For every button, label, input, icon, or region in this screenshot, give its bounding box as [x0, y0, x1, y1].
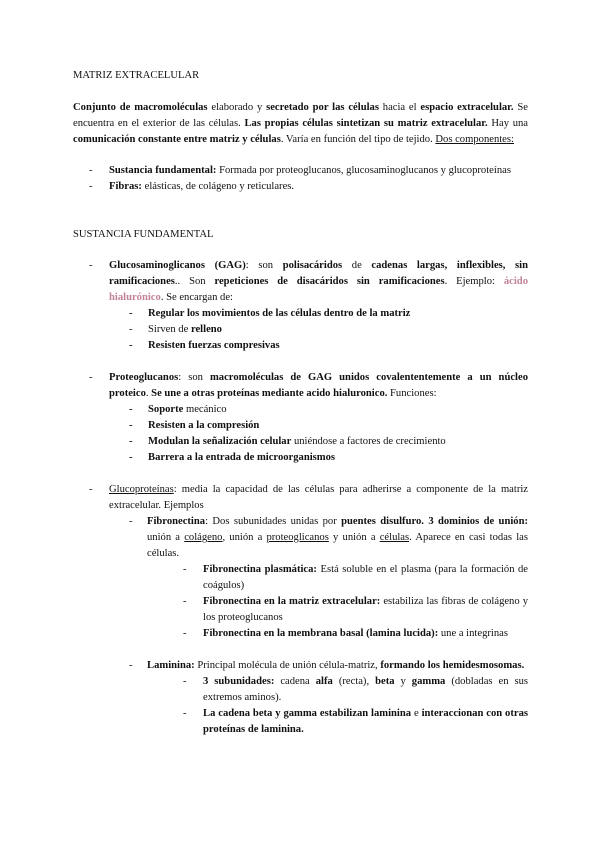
item-bold: La cadena beta y gamma estabilizan laminina	[203, 708, 412, 719]
list-item	[109, 306, 528, 322]
laminina-item	[109, 658, 528, 738]
item-bold: puentes disulfuro.	[341, 516, 424, 527]
item-bold: relleno	[190, 324, 222, 335]
item-underlined: colágeno	[184, 532, 223, 543]
section-title-matriz: MATRIZ EXTRACELULAR	[73, 70, 200, 81]
intro-text: elaborado y	[207, 102, 267, 113]
spacer	[109, 642, 528, 658]
item-bold: Laminina:	[147, 660, 195, 671]
item-underlined: proteoglicanos	[266, 532, 329, 543]
item-text: elásticas, de colágeno y reticulares.	[141, 181, 295, 192]
intro-paragraph	[73, 100, 528, 148]
item-text: : son	[245, 260, 283, 271]
item-bold: Glucosaminoglicanos (GAG)	[109, 260, 246, 271]
proteoglucanos-item	[73, 370, 528, 466]
intro-text: Se encuentra en el exterior de las células.	[73, 102, 528, 129]
item-text: e	[411, 708, 422, 719]
list-item	[109, 338, 528, 354]
item-bold: beta	[375, 676, 395, 687]
proteo-sublist	[109, 402, 528, 466]
item-text: , unión a	[222, 532, 267, 543]
item-text: (dobladas en sus extremos aminos).	[203, 676, 529, 703]
item-text: mecánico	[183, 404, 227, 415]
list-item	[147, 706, 528, 738]
item-text: une a integrinas	[438, 628, 508, 639]
intro-bold: comunicación constante entre matriz y células	[73, 134, 281, 145]
item-bold: 3 subunidades:	[203, 676, 275, 687]
fibronectina-sublist	[147, 562, 528, 642]
document-page	[73, 68, 528, 738]
item-text: : media la capacidad de las células para adherirse a componente de la matriz extracelular. Ejemplos	[109, 484, 528, 511]
item-bold: Se une a otras proteínas mediante acido hialuronico.	[151, 388, 388, 399]
item-bold: Proteoglucanos	[109, 372, 179, 383]
item-bold: Fibras:	[109, 181, 142, 192]
intro-bold: espacio extracelular.	[420, 102, 514, 113]
item-text: y unión a	[328, 532, 380, 543]
item-bold: interaccionan con otras proteínas de laminina.	[203, 708, 528, 735]
item-bold: repeticiones de disacáridos sin ramificaciones	[214, 276, 445, 287]
item-bold: Regular los movimientos de las células dentro de la matriz	[148, 308, 411, 319]
item-bold: Fibronectina en la membrana basal (lamina lucida):	[203, 628, 439, 639]
laminina-sublist	[147, 674, 528, 738]
list-item	[147, 594, 528, 626]
item-text: Funciones:	[387, 388, 437, 399]
list-item	[147, 674, 528, 706]
list-item	[147, 562, 528, 594]
item-text: unión a	[147, 532, 185, 543]
intro-bold: Conjunto de macromoléculas	[73, 102, 208, 113]
item-text: cadena	[274, 676, 316, 687]
intro-text: hacia el	[378, 102, 421, 113]
item-text: . Aparece en casi todas las células.	[147, 532, 528, 559]
list-item	[109, 418, 528, 434]
item-bold: Resisten fuerzas compresivas	[148, 340, 280, 351]
intro-text: . Varía en función del tipo de tejido.	[280, 134, 436, 145]
item-text: . Ejemplo:	[444, 276, 504, 287]
intro-underlined: Dos componentes:	[435, 134, 514, 145]
item-text: (recta),	[332, 676, 376, 687]
item-bold: Fibronectina en la matriz extracelular:	[203, 596, 381, 607]
item-bold: Resisten a la compresión	[148, 420, 260, 431]
list-item	[109, 322, 528, 338]
item-text: estabiliza las fibras de colágeno y los proteoglucanos	[203, 596, 528, 623]
section-title-sustancia: SUSTANCIA FUNDAMENTAL	[73, 229, 214, 240]
gluco-sublist	[109, 514, 528, 738]
item-bold: alfa	[315, 676, 333, 687]
item-text: : Dos subunidades unidas por	[205, 516, 342, 527]
item-text: y	[394, 676, 412, 687]
list-item	[147, 626, 528, 642]
list-item	[109, 450, 528, 466]
item-text: .. Son	[174, 276, 215, 287]
fibronectina-item	[109, 514, 528, 642]
item-text: Sirven de	[148, 324, 191, 335]
list-item	[73, 163, 528, 179]
item-bold: 3 dominios de unión:	[428, 516, 528, 527]
spacer	[73, 354, 528, 370]
list-item	[73, 179, 528, 195]
item-bold: Soporte	[148, 404, 184, 415]
item-text: de	[342, 260, 372, 271]
highlight-term: ácido hialurónico	[109, 276, 528, 303]
item-bold: Sustancia fundamental:	[109, 165, 217, 176]
item-underlined: células	[379, 532, 410, 543]
list-item	[109, 434, 528, 450]
intro-bold: Las propias células sintetizan su matriz extracelular.	[244, 118, 488, 129]
item-bold: cadenas largas, inflexibles, sin ramificaciones	[109, 260, 529, 287]
item-text: Formada por proteoglucanos, glucosaminoglucanos y glucoproteínas	[216, 165, 511, 176]
item-text: Está soluble en el plasma (para la formación de coágulos)	[203, 564, 529, 591]
gag-item	[73, 258, 528, 354]
glucoproteinas-item	[73, 482, 528, 738]
intro-bold: secretado por las células	[266, 102, 379, 113]
item-bold: polisacáridos	[282, 260, 343, 271]
item-bold: Modulan la señalización celular	[148, 436, 292, 447]
item-bold: Fibronectina plasmática:	[203, 564, 317, 575]
spacer	[73, 466, 528, 482]
item-text: . Se encargan de:	[160, 292, 233, 303]
item-bold: formando los hemidesmosomas.	[380, 660, 525, 671]
components-list	[73, 163, 528, 195]
intro-text: Hay una	[487, 118, 529, 129]
item-bold: macromoléculas de GAG unidos covalententemente a un núcleo proteico	[109, 372, 528, 399]
item-text: .	[145, 388, 152, 399]
item-bold: Barrera a la entrada de microorganismos	[148, 452, 336, 463]
item-text: Principal molécula de unión célula-matriz,	[194, 660, 381, 671]
item-text: : son	[178, 372, 210, 383]
item-underlined: Glucoproteínas	[109, 484, 174, 495]
sustancia-list	[73, 258, 528, 738]
gag-sublist	[109, 306, 528, 354]
list-item	[109, 402, 528, 418]
item-text: uniéndose a factores de crecimiento	[291, 436, 446, 447]
item-bold: Fibronectina	[147, 516, 206, 527]
item-bold: gamma	[411, 676, 446, 687]
